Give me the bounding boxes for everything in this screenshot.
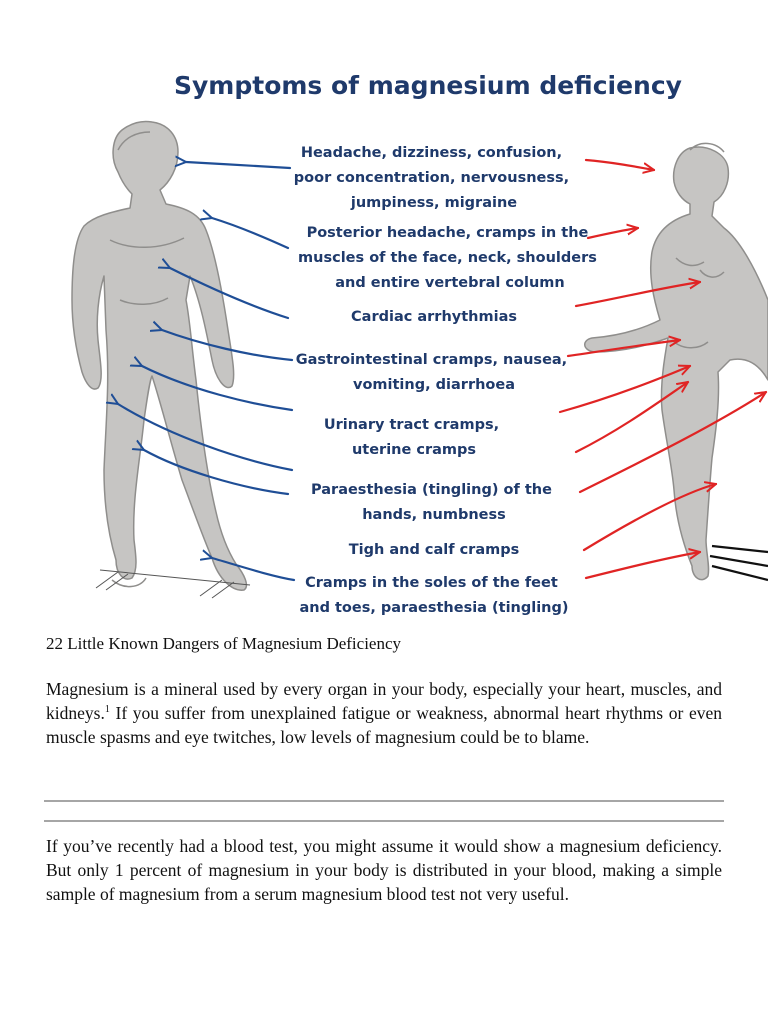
symptom-4: Gastrointestinal cramps, nausea, vomiting, diarrhoea	[295, 352, 568, 393]
right-arrow-9	[586, 552, 700, 578]
figure-title: Symptoms of magnesium deficiency	[174, 71, 682, 100]
symptom-5: Urinary tract cramps, uterine cramps	[323, 417, 500, 458]
footnote-marker: 1	[104, 704, 110, 716]
symptom-6: Paraesthesia (tingling) of the hands, numbness	[311, 482, 552, 523]
divider-line	[44, 800, 724, 802]
symptom-2: Posterior headache, cramps in the muscles of the face, neck, shoulders and entire vertebral column	[298, 225, 597, 291]
right-arrow-2	[588, 228, 638, 238]
intro-text-continued: If you suffer from unexplained fatigue or weakness, abnormal heart rhythms or even muscle spasms and eye twitches, low levels of magnesium could be to blame.	[46, 703, 722, 747]
male-body-figure	[72, 121, 246, 590]
intro-text: Magnesium is a mineral used by every organ in your body, especially your heart, muscles, and kidneys.	[46, 679, 722, 723]
blood-test-lead: If you’ve recently had a blood test, you might assume it would show a magnesium	[46, 836, 641, 856]
symptom-7: Tigh and calf cramps	[348, 542, 520, 558]
symptom-1: Headache, dizziness, confusion, poor concentration, nervousness, jumpiness, migraine	[293, 145, 570, 211]
paragraph-magnesium-intro	[46, 677, 722, 749]
left-arrow-1	[186, 162, 290, 168]
symptom-8: Cramps in the soles of the feet and toes, paraesthesia (tingling)	[299, 575, 569, 616]
paragraph-blood-test	[46, 834, 722, 906]
ground-hatch-right	[710, 546, 768, 580]
blood-test-text: deficiency. But only 1 percent of magnesium in your body is distributed in your blood, making a simple sample of magnesium from a serum magnesium blood test not very useful.	[46, 836, 722, 904]
left-arrow-7	[144, 450, 288, 494]
symptom-3: Cardiac arrhythmias	[351, 309, 517, 325]
female-body-figure	[585, 143, 768, 579]
figure-caption: 22 Little Known Dangers of Magnesium Deficiency	[46, 634, 402, 653]
right-arrow-1	[586, 160, 654, 170]
left-arrow-2	[212, 218, 288, 248]
symptom-labels	[294, 145, 602, 616]
divider-line	[44, 820, 724, 822]
